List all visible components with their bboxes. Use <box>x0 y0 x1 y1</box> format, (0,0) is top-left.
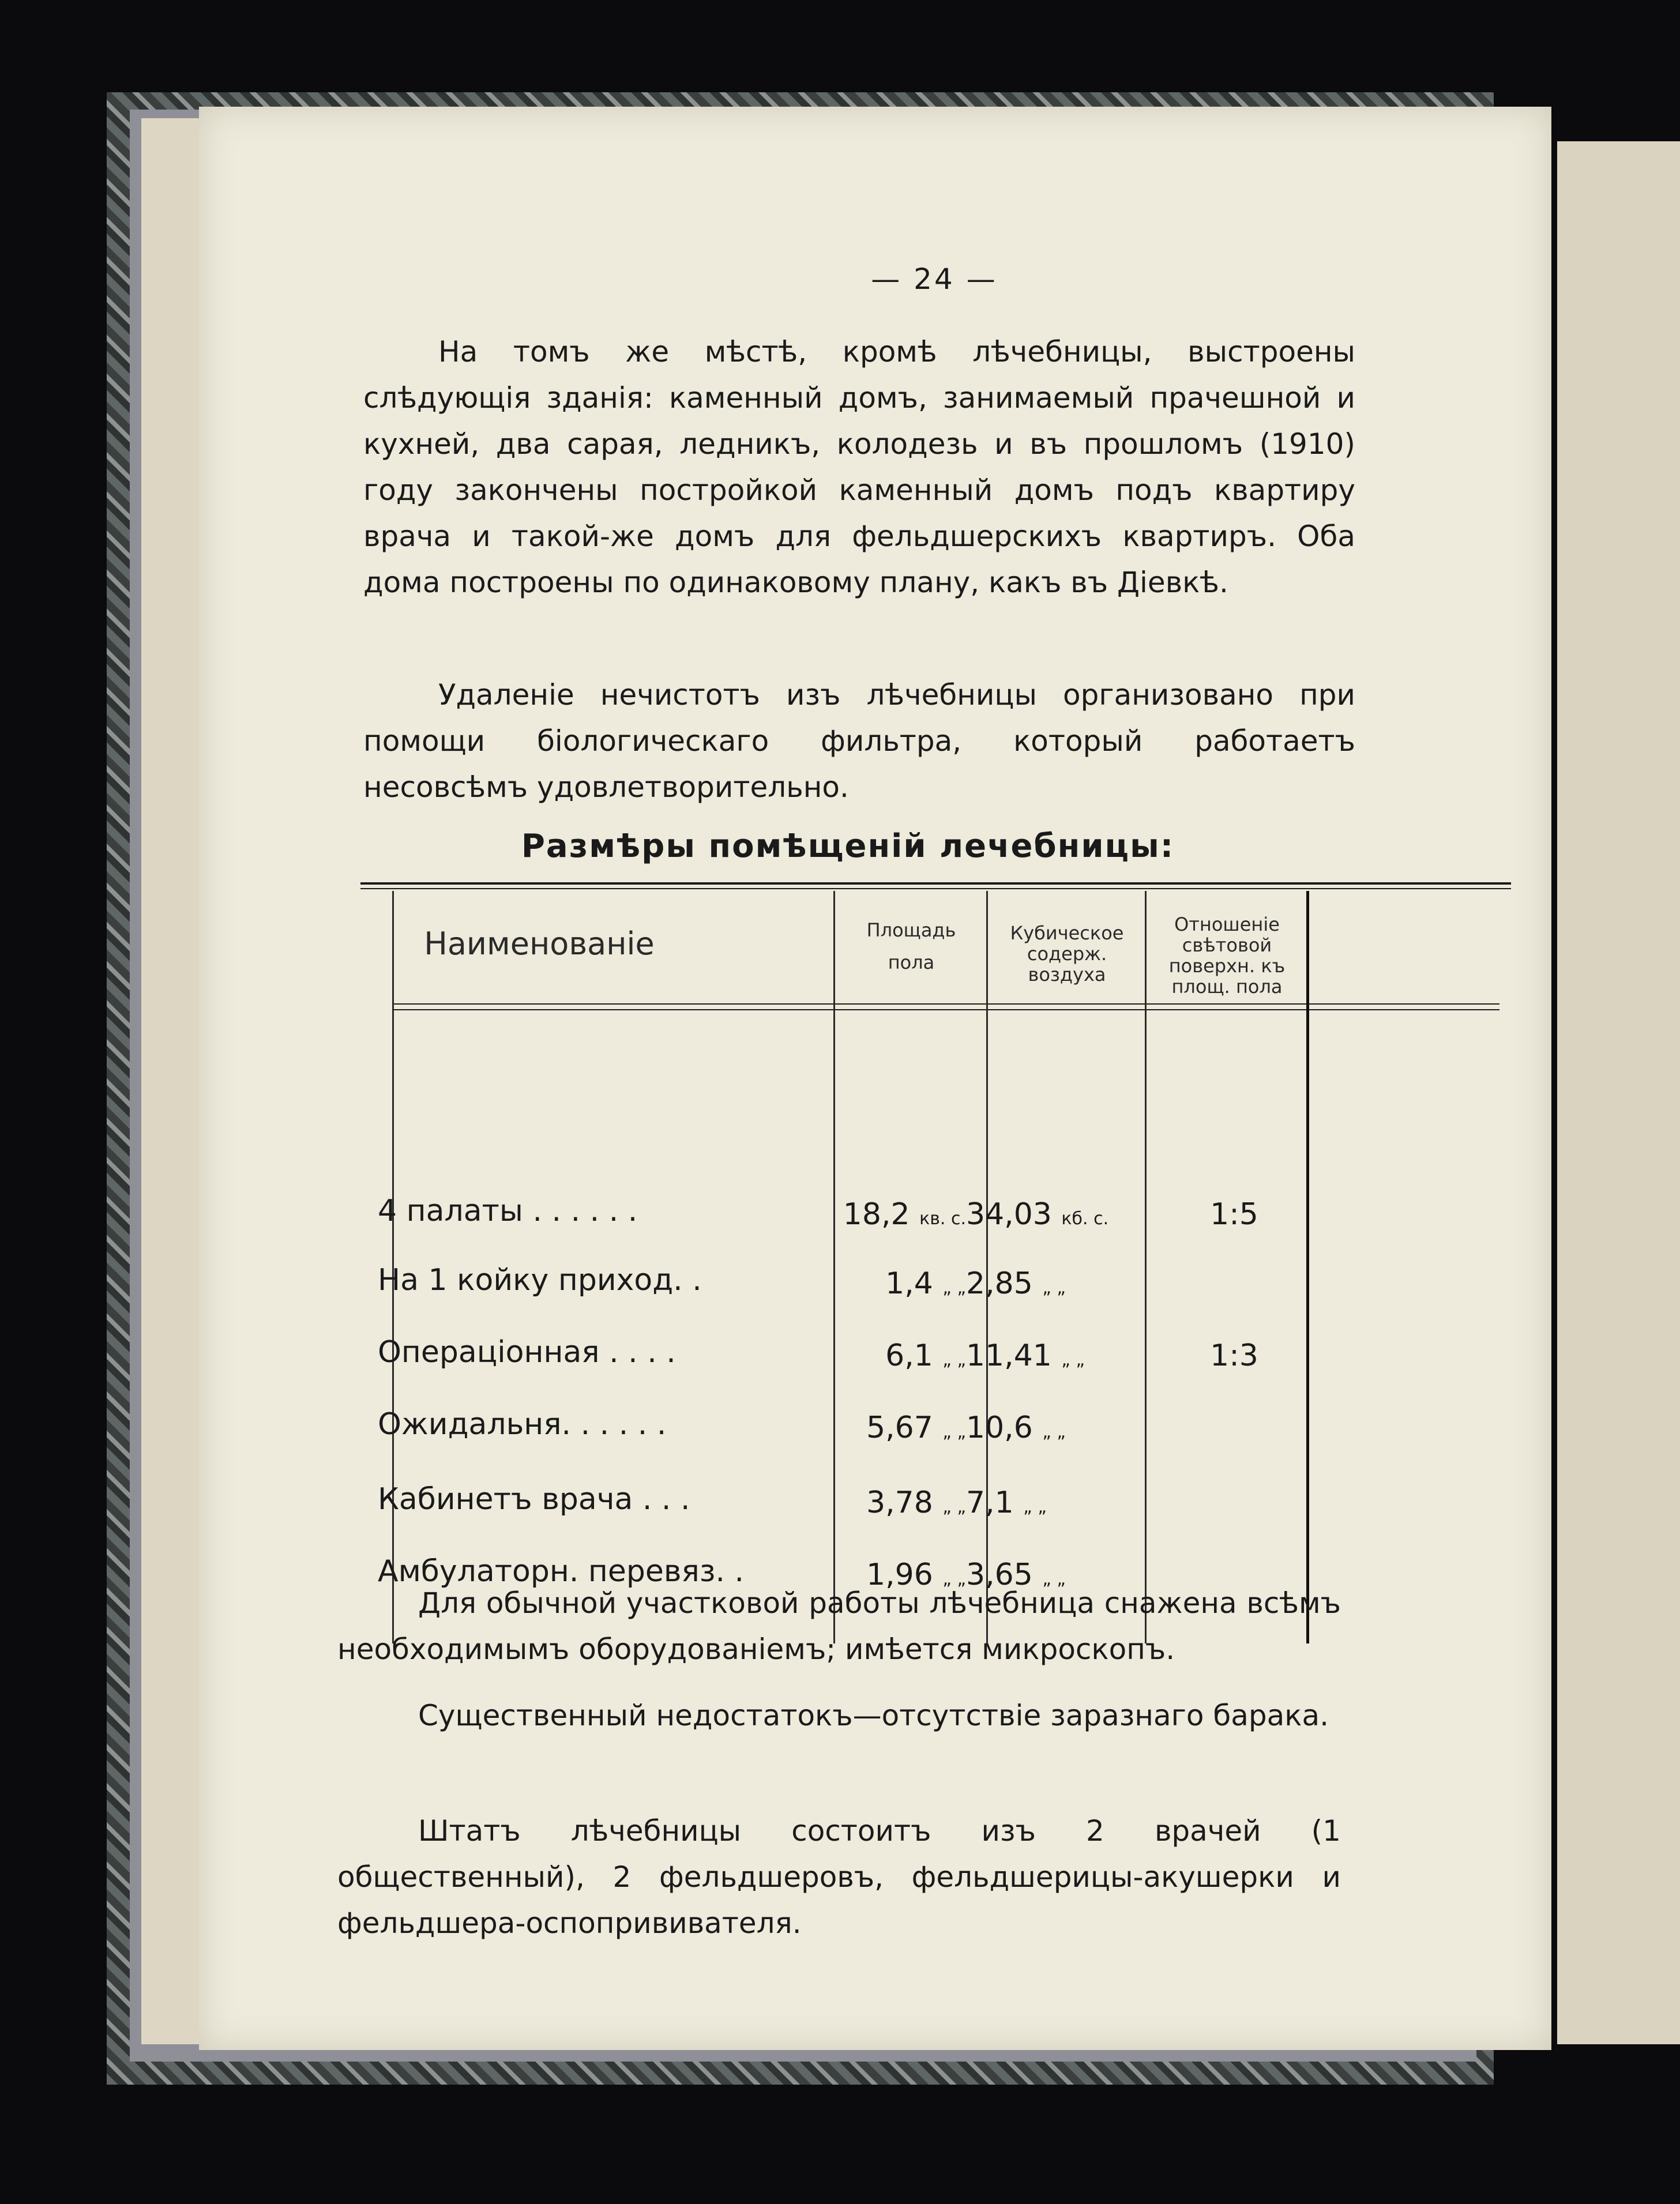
row-name: 4 палаты . . . . . . <box>378 1194 638 1228</box>
row-area <box>822 1485 966 1520</box>
row-volume-value: 3,65 <box>966 1558 1033 1592</box>
row-volume-unit: „ „ <box>1042 1278 1066 1298</box>
row-volume-unit: „ „ <box>1042 1422 1066 1442</box>
header-area-line1: Площадь <box>866 919 956 941</box>
row-area-unit: „ „ <box>942 1497 966 1517</box>
row-volume-unit: кб. с. <box>1061 1209 1109 1229</box>
table-header-rule <box>392 1003 1499 1005</box>
row-area-value: 5,67 <box>866 1411 933 1445</box>
row-area-value: 18,2 <box>843 1197 910 1232</box>
page-number: — 24 — <box>871 262 998 296</box>
page-text <box>199 107 1551 2050</box>
row-volume <box>966 1266 1139 1301</box>
row-area-unit: „ „ <box>942 1422 966 1442</box>
row-area-unit: кв. с. <box>919 1209 966 1229</box>
header-ratio-line4: площ. пола <box>1171 976 1283 998</box>
row-name: Амбулаторн. перевяз. . <box>378 1554 745 1589</box>
header-ratio-line3: поверхн. къ <box>1168 955 1286 977</box>
row-area <box>822 1411 966 1445</box>
table-top-rule-2 <box>360 888 1511 889</box>
row-name: Операціонная . . . . <box>378 1335 676 1370</box>
header-volume-line1: Кубическое <box>1010 922 1124 944</box>
paragraph-equipment: Для обычной участковой работы лѣчебница снажена всѣмъ необходимымъ оборудованіемъ; имѣется микроскопъ. <box>337 1586 1341 1666</box>
row-area-value: 1,4 <box>885 1266 933 1301</box>
header-area-line2: пола <box>888 951 935 973</box>
header-name: Наименованіе <box>424 926 655 962</box>
row-volume-value: 10,6 <box>966 1411 1033 1445</box>
row-volume-value: 7,1 <box>966 1485 1014 1520</box>
table-header-rule-2 <box>392 1009 1499 1010</box>
table-row <box>199 1194 1551 1251</box>
paragraph-buildings: На томъ же мѣстѣ, кромѣ лѣчебницы, выстроены слѣдующія зданія: каменный домъ, занимаемый прачешной и кухней, два сарая, ледникъ, колодезь и въ прошломъ (1910) году закончены постройкой каменный домъ подъ квартиру врача и такой-же домъ для фельдшерскихъ квартиръ. Оба дома построены по одинаковому плану, какъ въ Діевкѣ. <box>363 335 1355 599</box>
row-area-unit: „ „ <box>942 1278 966 1298</box>
header-ratio-line1: Отношеніе <box>1174 913 1280 935</box>
header-volume-line3: воздуха <box>1028 964 1106 986</box>
row-volume <box>966 1485 1139 1520</box>
table-row <box>199 1407 1551 1465</box>
table-title: Размѣры помѣщеній лечебницы: <box>521 828 1175 865</box>
row-volume-value: 2,85 <box>966 1266 1033 1301</box>
row-volume-value: 34,03 <box>966 1197 1052 1232</box>
row-area-value: 6,1 <box>885 1338 933 1373</box>
row-area <box>822 1338 966 1373</box>
row-name: Кабинетъ врача . . . <box>378 1482 690 1517</box>
row-volume-unit: „ „ <box>1061 1350 1085 1370</box>
paragraph-sewage: Удаленіе нечистотъ изъ лѣчебницы организовано при помощи біологическаго фильтра, который работаетъ несовсѣмъ удовлетворительно. <box>363 678 1355 804</box>
row-volume-value: 11,41 <box>966 1338 1052 1373</box>
header-ratio <box>1148 914 1306 997</box>
table-row <box>199 1335 1551 1393</box>
row-area-value: 1,96 <box>866 1558 933 1592</box>
table-top-rule <box>360 882 1511 885</box>
row-area <box>822 1266 966 1301</box>
row-name: Ожидальня. . . . . . <box>378 1407 667 1442</box>
next-page-edge <box>1557 141 1680 2044</box>
row-name: На 1 койку приход. . <box>378 1263 702 1297</box>
row-area-value: 3,78 <box>866 1485 933 1520</box>
row-area <box>822 1197 966 1232</box>
paragraph-staff: Штатъ лѣчебницы состоитъ изъ 2 врачей (1 общественный), 2 фельдшеровъ, фельдшерицы-акушерки и фельдшера-оспопрививателя. <box>337 1814 1341 1940</box>
row-area-unit: „ „ <box>942 1569 966 1589</box>
paragraph-shortcoming: Существенный недостатокъ—отсутствіе заразнаго барака. <box>418 1699 1329 1732</box>
header-ratio-line2: свѣтовой <box>1182 934 1272 956</box>
row-volume <box>966 1197 1139 1232</box>
table-row <box>199 1263 1551 1321</box>
header-area <box>839 920 983 973</box>
row-volume-unit: „ „ <box>1042 1569 1066 1589</box>
table-row <box>199 1482 1551 1540</box>
row-volume-unit: „ „ <box>1023 1497 1047 1517</box>
row-ratio: 1:5 <box>1210 1197 1258 1232</box>
row-area-unit: „ „ <box>942 1350 966 1370</box>
header-volume-line2: содерж. <box>1027 943 1107 965</box>
book-page <box>199 107 1551 2050</box>
row-ratio: 1:3 <box>1210 1338 1258 1373</box>
header-volume <box>989 923 1145 985</box>
row-volume <box>966 1338 1139 1373</box>
row-volume <box>966 1411 1139 1445</box>
